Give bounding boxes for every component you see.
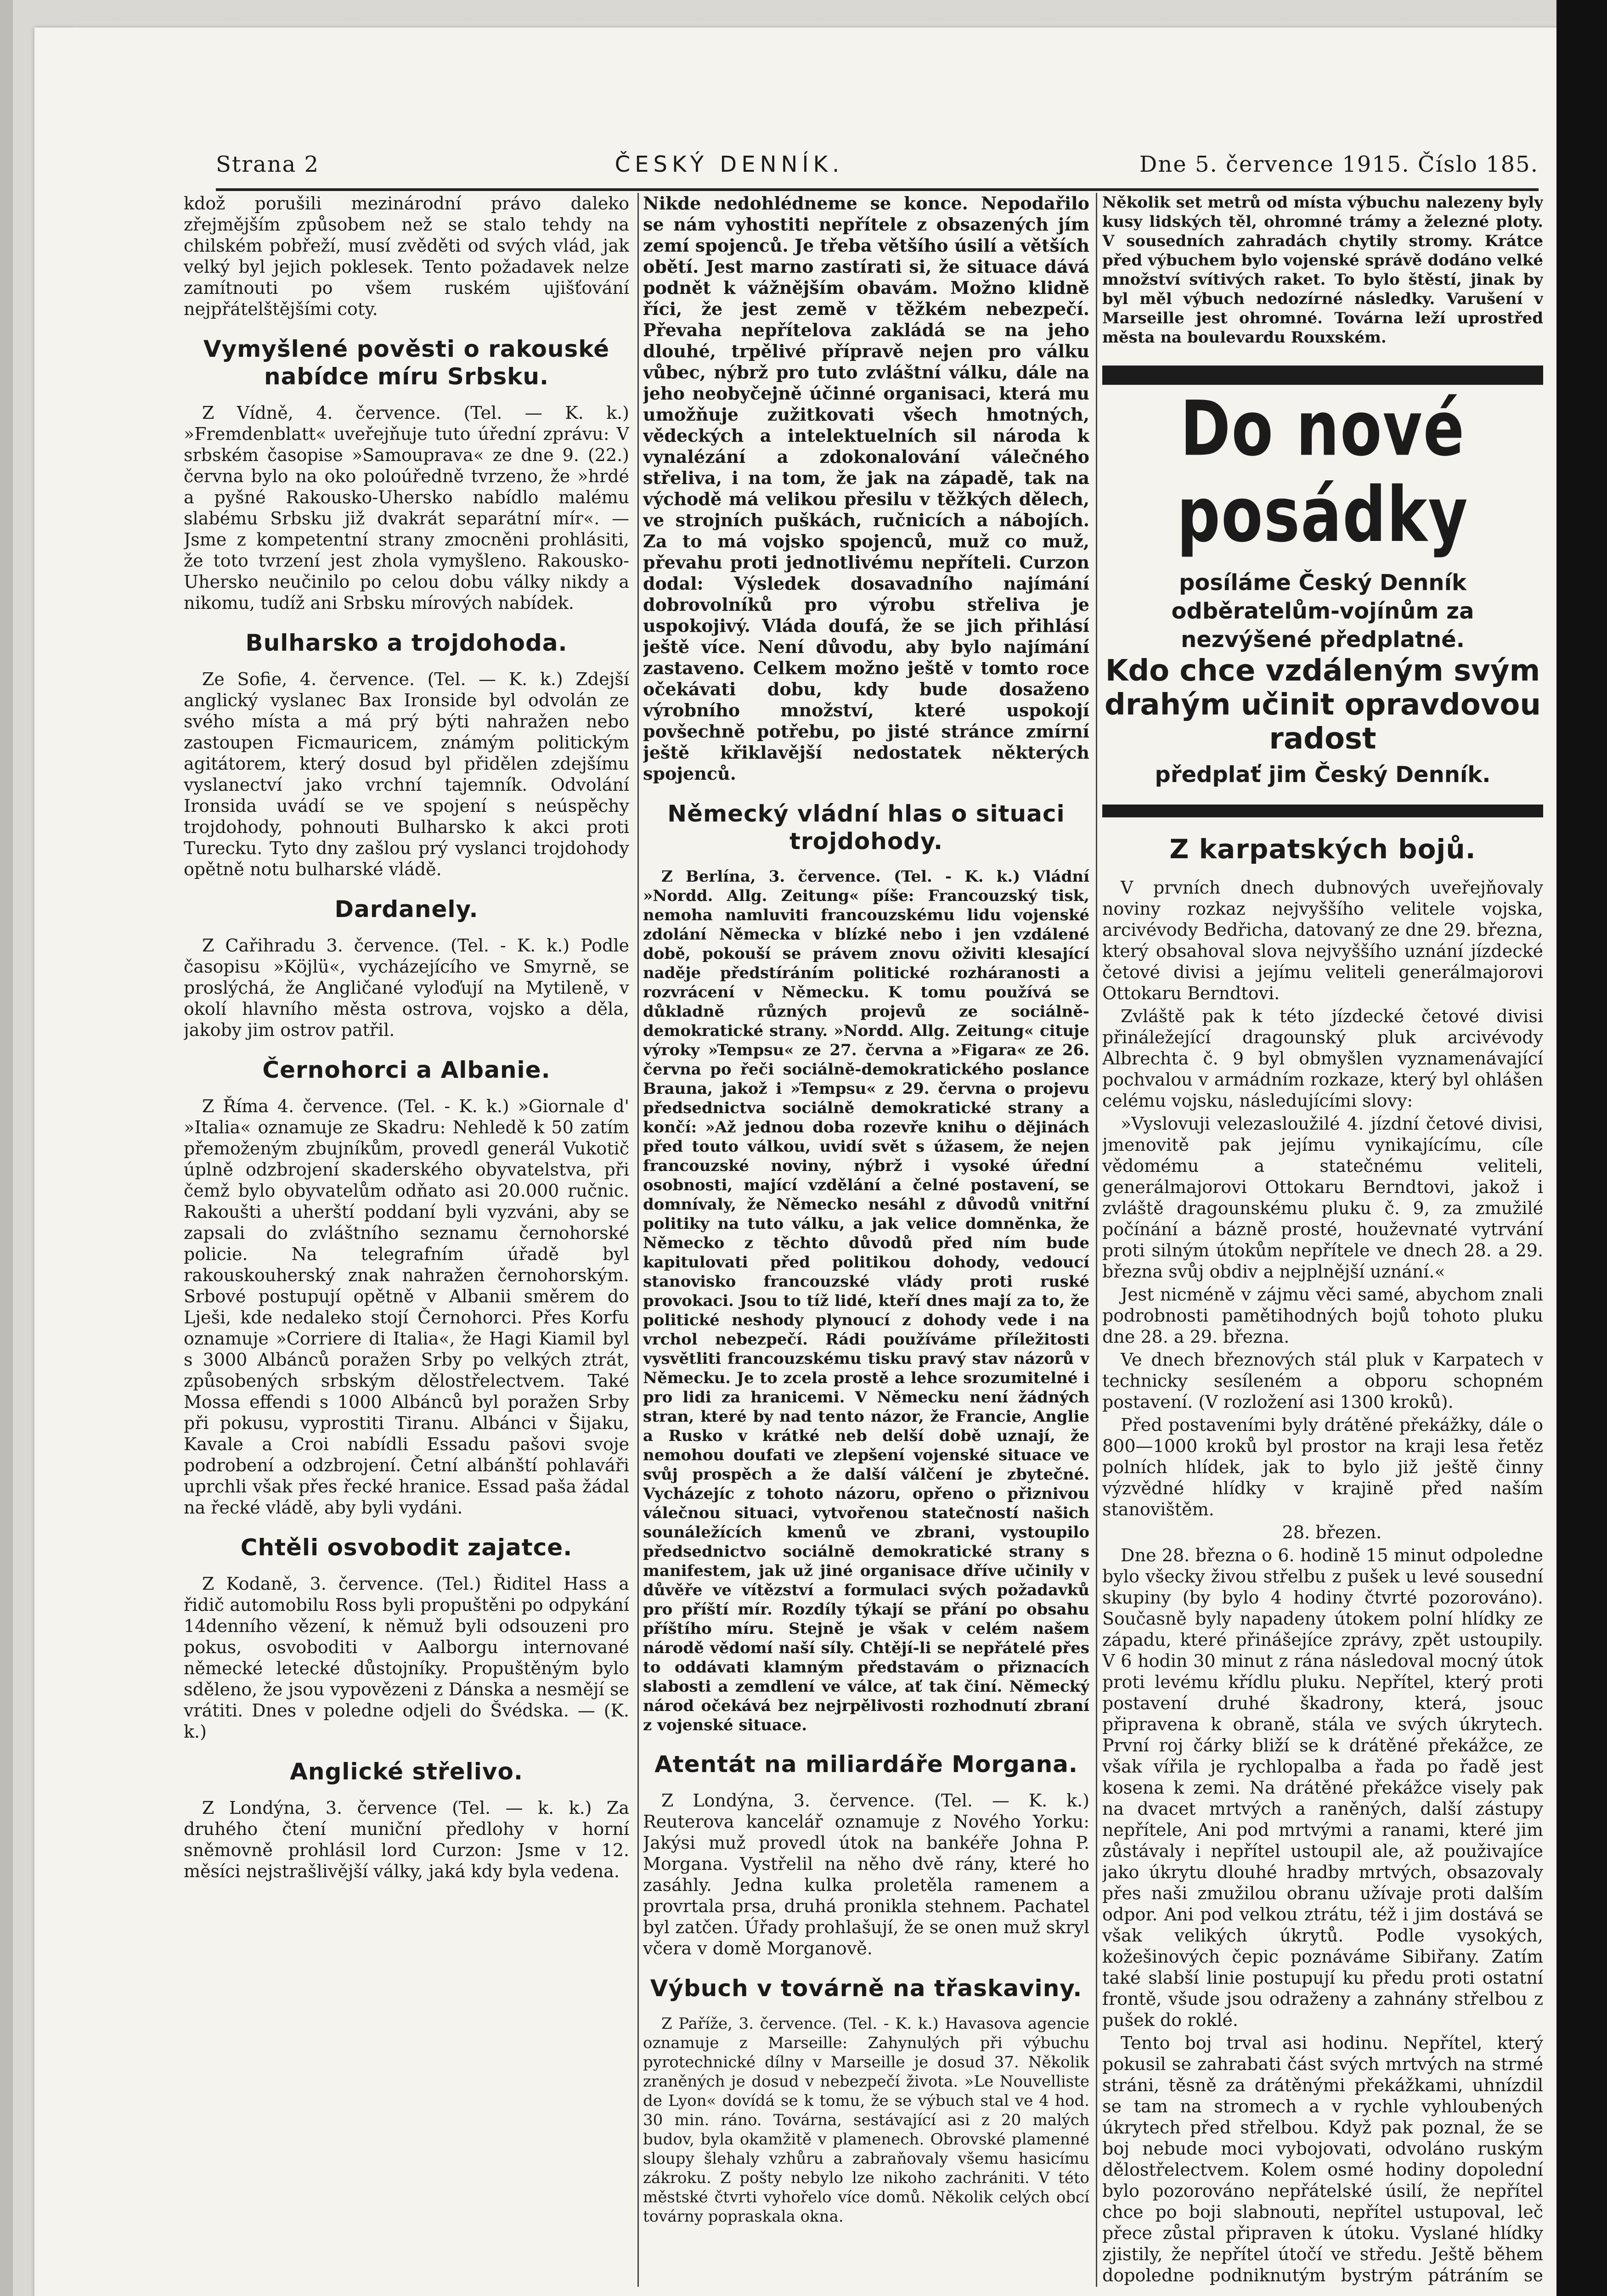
article-text: Z Vídně, 4. července. (Tel. — K. k.) »Fremdenblatt« uveřejňuje tuto úřední zprávu: V srbském časopise »Samouprava« ze dne 9. (22.) června bylo na oko poloúředně tvrzeno, že »hrdé a pyšné Rakousko-Uhersko nabídlo malému slabému Srbsku již dvakrát separátní mír«. — Jsme z kompetentní strany zmocněni prohlásiti, že toto tvrzení jest zhola vymyšleno. Rakousko-Uhersko neučinilo po celou dobu války nikdy a nikomu, tudíž ani Srbsku mírových nabídek. (184, 403, 629, 613)
article-text: Z Kodaně, 3. července. (Tel.) Řiditel Hass a řidič automobilu Ross byli propuštěni po odpykání 14denního vězení, k němuž byli odsouzeni pro pokus, osvoboditi v Aalborgu internované německé letecké důstojníky. Propuštěným bylo sděleno, že jsou vypovězeni z Dánska a nesmějí se vrátiti. Dnes v poledne odjeli do Švédska. — (K. k.) (184, 1574, 629, 1742)
headline: Černohorci a Albanie. (262, 1057, 551, 1083)
article-text: Z Říma 4. července. (Tel. - K. k.) »Giornale d' »Italia« oznamuje ze Skadru: Nehledě k 50 zatím přemoženým zbujníkům, provedl generál Vukotič úplně odzbrojení skaderského obyvatelstva, při čemž bylo obyvatelům odňato asi 20.000 ručnic. Rakoušti a uherští poddaní byli vyzváni, aby se zapsali do zvláštního seznamu černohorské policie. Na telegrafním úřadě byl rakouskouherský znak nahražen černohorským. Srbové postupují opětně v Albanii směrem do Lješi, kde nedaleko stojí Černohorci. Přes Korfu oznamuje »Corriere di Italia«, že Hagi Kiamil byl s 3000 Albánců poražen Srby po velkých ztrát, způsobených srbským dělostřelectvem. Také Mossa effendi s 1000 Albánců byl poražen Srby při pokusu, vyprostiti Tiranu. Albánci v Šijaku, Kavale a Croi nabídli Essadu pašovi svoje podrobení a odzbrojení. Četní albánští pohlaváři uprchli však přes řecké hranice. Essad paša žádal na řecké vládě, aby byli vydáni. (184, 1096, 629, 1518)
article-text: Z Londýna, 3. července (Tel. — k. k.) Za druhého čtení muniční předlohy v horní sněmovně prohlásil lord Curzon: Jsme v 12. měsíci nejstrašlivější války, jaká kdy byla vedena. (184, 1798, 629, 1881)
article-text: Několik set metrů od místa výbuchu nalezeny byly kusy lidských těl, ohromné trámy a železné ploty. V sousedních zahradách chytily stromy. Krátce před výbuchem bylo vojenské správě dodáno velké množství svítivých raket. To bylo štěstí, jinak by byl měl výbuch nedozírné následky. Varušení v Marseille jest ohromné. Továrna leží uprostřed města na boulevardu Rouxském. (1102, 193, 1543, 347)
article-text: kdož porušili mezinárodní právo daleko zřejmějším způsobem než se stalo tehdy na chilském pobřeží, musí zvěděti od svých vlád, jak velký byl jejich poklesek. Tento požadavek nelze zamítnouti po všem ruském ujišťování nejpřátelštějšími coty. (184, 193, 629, 319)
headline: Z karpatských bojů. (1169, 833, 1476, 865)
headline: Chtěli osvobodit zajatce. (240, 1534, 573, 1561)
advert-line: Kdo chce vzdáleným svým (1105, 654, 1540, 688)
article-text: »Vyslovuji velezasloužilé 4. jízdní četové divisi, jmenovitě pak jejímu vynikajícímu, cíle vědomému a statečnému veliteli, generálmajorovi Ottokaru Berndtovi, jakož i zvláště dragounskému pluku č. 9, za zmužilé počínání a bázně prosté, houževnaté vytrvání proti silným útokům nepřítele ve dnech 28. a 29. března svůj obdiv a nejplnější uznání.« (1102, 1114, 1543, 1282)
article-text: Tento boj trval asi hodinu. Nepřítel, který pokusil se zahrabati část svých mrtvých na strmé stráni, těsně za drátěnými překážkami, uhnízdil se tam na stromech a v rychle vyhloubených úkrytech před střelbou. Když pak poznal, že se boj nebude moci vybojovati, odvoláno ruským dělostřelectvem. Kolem osmé hodiny dopolední bylo pozorováno nepřátelské úsilí, že nepřítel chce po boji slabnouti, nepřítel ustupoval, leč přece zůstal připraven k útoku. Vyslané hlídky zjistily, že nepřítel útočí ve středu. Ještě během dopoledne podniknutým bystrým pátráním se (1102, 2033, 1543, 2285)
headline: Vymyšlené pověsti o rakouské nabídce míru Srbsku. (203, 336, 610, 390)
headline: Německý vládní hlas o situaci trojdohody. (667, 800, 1065, 855)
scan-right-edge (1556, 0, 1607, 2296)
article-text: Z Londýna, 3. července. (Tel. — K. k.) Reuterova kancelář oznamuje z Nového Yorku: Jakýsi muž provedl útok na bankéře Johna P. Morgana. Vystřelil na něho dvě rány, které ho zasáhly. Jedna kulka proletěla ramenem a provrtala prsa, druhá pronikla stehnem. Pachatel byl zatčen. Úřady prohlašují, že se onen muž skryl včera v domě Morganově. (643, 1790, 1089, 1958)
article-text: Z Paříže, 3. července. (Tel. - K. k.) Havasova agencie oznamuje z Marseille: Zahynulých při výbuchu pyrotechnické dílny v Marseille je dosud 37. Několik zraněných je dosud v nebezpečí života. »Le Nouvelliste de Lyon« dovídá se k tomu, že se výbuch stal ve 4 hod. 30 min. ráno. Továrna, sestávající asi z 20 malých budov, byla okamžitě v plamenech. Obrovské plamenné sloupy šlehaly vzhůru a zabraňovaly všemu hasicímu zákroku. Z pošty nebylo lze nikoho zachrániti. V této městské čtvrti vyhořelo více domů. Několik celých obcí továrny popraskala okna. (643, 2015, 1089, 2226)
page-number: Strana 2 (216, 152, 320, 177)
advert-line: drahým učinit opravdovou (1105, 688, 1541, 722)
ad-rule-bottom (1102, 805, 1543, 817)
column-3 (1102, 193, 1543, 2287)
advert-line: předplať jim Český Denník. (1155, 762, 1491, 788)
issue-date: Dne 5. července 1915. Číslo 185. (1139, 152, 1539, 177)
column-1 (184, 193, 629, 2287)
article-text: Z Cařihradu 3. července. (Tel. - K. k.) Podle časopisu »Köjlü«, vycházejícího ve Smyrně, se proslýchá, že Angličané vyloďují na Mytileně, v okolí hlavního města ostrova, vojsko a děla, jakoby jim ostrov patřil. (184, 935, 629, 1040)
advert-title: Do nové posádky (1177, 385, 1469, 559)
subscription-advert (1102, 385, 1543, 789)
headline: Anglické střelivo. (290, 1758, 523, 1785)
headline: Bulharsko a trojdohoda. (245, 630, 568, 656)
article-text: Zvláště pak k této jízdecké četové divisi přináležející dragounský pluk arcivévody Albrechta č. 9 byl obmyšlen vyznamenávající pochvalou v armádním rozkaze, který byl ohlášen celému vojsku, následujícími slovy: (1102, 1006, 1543, 1111)
headline: Dardanely. (334, 896, 479, 923)
advert-line: radost (1269, 722, 1376, 756)
column-2 (643, 193, 1089, 2287)
scan-left-edge (0, 0, 13, 2296)
article-text: Nikde nedohlédneme se konce. Nepodařilo se nám vyhostiti nepřítele z obsazených jím zemí spojenců. Je třeba většího úsilí a větších obětí. Jest marno zastírati si, že situace dává podnět k vážnějším obavám. Možno klidně říci, že jest země v těžkém nebezpečí. Převaha nepřítelova zakládá se na jeho dlouhé, trpělivé přípravě nejen pro válku vůbec, nýbrž pro tuto zvláštní válku, dále na jeho neobyčejně účinné organisaci, která mu umožňuje zužitkovati všech hmotných, vědeckých a intelektuelních sil národa k vynalézání a zdokonalování válečného střeliva, i na tom, že jak na západě, tak na východě má velikou přesilu v těžkých dělech, ve strojních puškách, ručnicích a nábojích. Za to má vojsko spojenců, muž co muž, převahu proti jednotlivému nepříteli. Curzon dodal: Výsledek dosavadního najímání dobrovolníků pro výrobu střeliva je uspokojivý. Vláda doufá, že se jich přihlásí ještě více. Není důvodu, aby bylo najímání zastaveno. Celkem možno ještě v tomto roce očekávati dobu, kdy bude dosaženo výrobního množství, které uspokojí povšechně potřebu, po jisté stránce zmírní ještě křiklavější nedostatek některých spojenců. (643, 193, 1089, 784)
section-date: 28. březen. (1282, 1522, 1382, 1542)
headline: Výbuch v továrně na třaskaviny. (650, 1975, 1083, 2002)
masthead-title: ČESKÝ DENNÍK. (615, 152, 844, 177)
header-rule (216, 188, 1539, 191)
advert-line: nezvýšené předplatné. (1181, 627, 1465, 653)
article-text: Z Berlína, 3. července. (Tel. - K. k.) Vládní »Nordd. Allg. Zeitung« píše: Francouzský tisk, nemoha namluviti francouzskému lidu vojenské zdolání Německa v blízké nebo i jen vzdálené době, pokouší se právem znovu oživiti klesající naděje předstíráním politické rozháranosti a rozvrácení v Německu. K tomu používá se důkladně různých projevů ze sociálně-demokratické strany. »Nordd. Allg. Zeitung« cituje výroky »Tempsu« ze 27. června a »Figara« ze 26. června po řeči sociálně-demokratického poslance Brauna, jakož i »Tempsu« z 29. června o projevu předsednictva sociálně demokratické strany a končí: »Až jednou doba rozevře knihu o dějinách před touto válkou, uvidí svět s úžasem, že nejen francouzské noviny, nýbrž i vysoké úřední osobnosti, mající vzdělání a čelné postavení, se domnívaly, že Německo nesáhl z důvodů vnitřní politiky na tuto válku, a jak velice domněnka, že Německo z těchto důvodů před ním bude kapitulovati před politikou dohody, vedoucí stanovisko francouzské vlády proti ruské provokaci. Jsou to tíž lidé, kteří dnes mají za to, že politické neshody plynoucí z dohody vede i na vrchol nebezpečí. Rádi používáme příležitosti vysvětliti francouzskému tisku pravý stav názorů v Německu. Je to zcela prostě a lehce srozumitelné i pro lidi za hranicemi. V Německu není žádných stran, které by nad tento názor, že Francie, Anglie a Rusko v krátké neb delší době uznají, že nemohou doufati ve zlepšení vojenské situace ve svůj prospěch a že další válčení je zbytečné. Vycházejíc z tohoto názoru, opřeno o přiznivou válečnou situaci, vytvořenou statečností našich sounáležících kmenů ve zbrani, vystoupilo předsednictvo sociálně demokratické strany s manifestem, jak už jiné organisace dříve učinily v důvěře ve vítězství a formulaci svých požadavků pro příští mír. Rozdíly týkají se přání po obsahu příštího míru. Stejně je však v celém našem národě vědomí naší síly. Chtějí-li se nepřátelé přes to oddávati klamným představám o přiznacích slabosti a zemdlení ve válce, ať tak činí. Německý národ očekává bez nejrpělivosti rozhodnutí zbraní z vojenské situace. (643, 867, 1089, 1734)
article-text: V prvních dnech dubnových uveřejňovaly noviny rozkaz nejvyššího velitele vojska, arcivévody Bedřicha, datovaný ze dne 29. března, který obsahoval slova nejvyššího uznání jízdecké četové divisi a jejímu veliteli generálmajorovi Ottokaru Berndtovi. (1102, 878, 1543, 1003)
article-text: Jest nicméně v zájmu věci samé, abychom znali podrobnosti pamětihodných bojů tohoto pluku dne 28. a 29. března. (1102, 1284, 1543, 1347)
column-divider (637, 193, 639, 2287)
article-text: Dne 28. března o 6. hodině 15 minut odpoledne bylo všecky živou střelbu z pušek u levé sousední skupiny (by bylo 4 hodiny čtvrté pozorováno). Současně byly napadeny útokem polní hlídky ze západu, které přinášejíce zprávy, zpět ustoupily. V 6 hodin 30 minut z rána následoval mocný útok proti levému křídlu pluku. Nepřítel, který proti postavení druhé škadrony, která, jsouc připravena k obraně, stála ve svých úkrytech. První roj čárky bliží se k drátěné překážce, ze však vířila je rychlopalba a řada po řadě jest kosena k zemi. Na drátěné překážce visely pak na dvacet mrtvých a raněných, další zástupy nepřítele, Ani pod mrtvými a ranami, které jim zůstávaly i nepřítel ustoupil ale, až použivajíce jako úkrytu dlouhé hradby mrtvých, obsazovaly přes naši zmužilou obranu užívaje proti dalším odpor. Ani pod velkou ztrátu, též i jim dostává se však velikých úkrytů. Podle vysokých, kožešinových čepic poznáváme Sibiřany. Zatím také slabší linie postupují ku předu proti ostatní frontě, všude jsou odraženy a zahnány střelbou z pušek do roklé. (1102, 1545, 1543, 2030)
advert-line: posíláme Český Denník (1179, 570, 1466, 596)
advert-line: odběratelům-vojínům za (1171, 598, 1474, 624)
page-header (216, 152, 1539, 184)
article-text: Před postaveními byly drátěné překážky, dále o 800—1000 kroků byl prostor na kraji lesa řetěz polních hlídek, jak to bylo již ještě činny výzvědné hlídky v krajině před naším stanovištěm. (1102, 1415, 1543, 1519)
column-divider (1096, 193, 1097, 2287)
headline: Atentát na miliardáře Morgana. (654, 1751, 1078, 1778)
ad-rule-top (1102, 366, 1543, 385)
article-text: Ze Sofie, 4. července. (Tel. — K. k.) Zdejší anglický vyslanec Bax Ironside byl odvolán ze svého místa a má prý býti nahražen nebo zastoupen Ficmauricem, známým politickým agitátorem, který dosud byl přidělen zdejšímu vyslanectví jako vrchní tajemník. Odvolání Ironsida uvádí se ve spojení s neúspěchy trojdohody, pohnouti Bulharsko k akci proti Turecku. Tyto dny zašlou prý vyslanci trojdohody opětně notu bulharské vládě. (184, 669, 629, 879)
article-text: Ve dnech březnových stál pluk v Karpatech v technicky sesíleném a obporu schopném postavení. (V rozložení asi 1300 kroků). (1102, 1350, 1543, 1412)
